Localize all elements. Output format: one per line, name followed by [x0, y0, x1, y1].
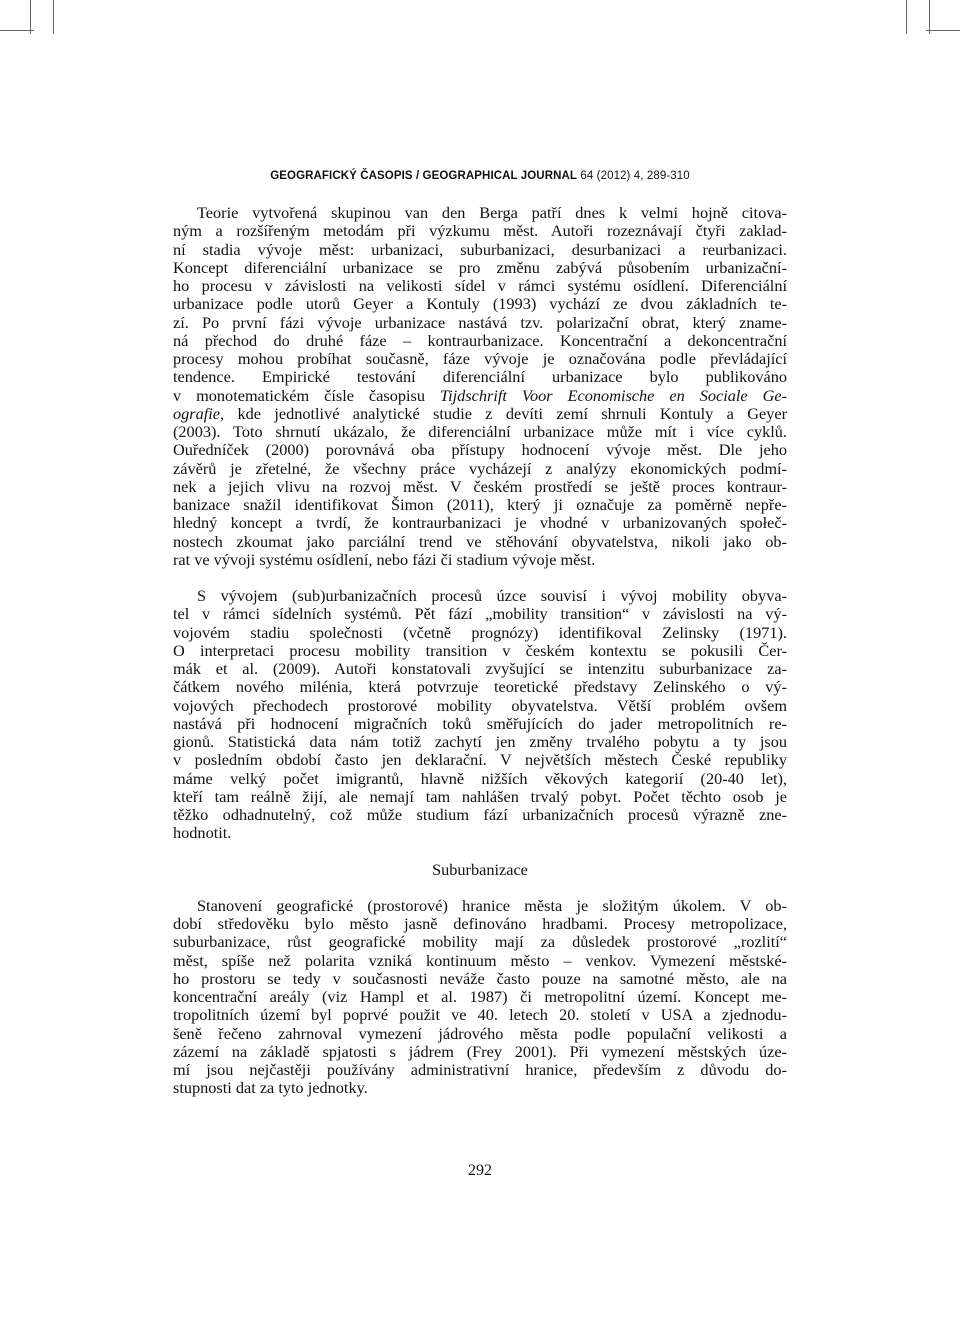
text-line: Teorie vytvořená skupinou van den Berga patří dnes k velmi hojně citova-: [197, 203, 787, 222]
text-line: procesy mohou probíhat současně, fáze vývoje je označována podle převládající: [173, 349, 787, 368]
text-line: urbanizace podle utorů Geyer a Kontuly (1993) vychází ze dvou základních te-: [173, 294, 787, 314]
text-line: kteří tam reálně žijí, ale nemají tam nahlášen trvalý pobyt. Počet těchto osob je: [173, 786, 787, 806]
text-line: ná přechod do druhé fáze – kontraurbanizace. Koncentrační a dekoncentrační: [173, 330, 787, 350]
text-line: těžko odhadnutelný, což může studium fází urbanizačních procesů výrazně zne-: [173, 805, 787, 824]
text-line: nastává při hodnocení migračních toků směřujících do jader metropolitních re-: [173, 713, 787, 733]
page-number: 292: [468, 1162, 492, 1179]
crop-mark-top-right-vertical: [929, 0, 930, 34]
body-text: [173, 204, 787, 1098]
text-line: S vývojem (sub)urbanizačních procesů úzce souvisí i vývoj mobility obyva-: [197, 586, 787, 605]
text-line: ným a rozšířeným metodám při výzkumu měst. Autoři rozeznávají čtyři zaklad-: [173, 221, 787, 241]
text-line: mák et al. (2009). Autoři konstatovali zvyšující se intenzitu suburbanizace za-: [173, 659, 787, 678]
paragraph-gap: [173, 569, 787, 587]
journal-name: GEOGRAFICKÝ ČASOPIS / GEOGRAPHICAL JOURNAL: [270, 170, 578, 182]
journal-issue: 64 (2012) 4, 289-310: [580, 170, 690, 182]
text-line: zí. Po první fázi vývoje urbanizace nastává tzv. polarizační obrat, který zname-: [173, 312, 787, 332]
text-line: ho prostoru se tedy v současnosti neváže často pouze na samotné město, ale na: [173, 968, 787, 988]
text-line: hledný koncept a tvrdí, že kontraurbanizaci je vhodné v urbanizovaných społeč-: [173, 513, 787, 533]
text-line: mí jsou nejčastěji používány administrativní hranice, především z důvodu do-: [173, 1060, 787, 1079]
text-line: Ouředníček (2000) porovnává oba přístupy hodnocení vývoje měst. Dle jeho: [173, 440, 787, 460]
text-line: vojovém stadiu společnosti (včetně prognózy) identifikoval Zelinsky (1971).: [173, 622, 787, 642]
text-line: Stanovení geografické (prostorové) hranice města je složitým úkolem. V ob-: [197, 895, 787, 915]
text-line: nostech zkoumat jako parciální trend ve stěhování obyvatelstva, nikoli jako ob-: [173, 531, 787, 551]
text-fragment: v monotematickém čísle časopisu: [173, 385, 440, 405]
text-line: rat ve vývoji systému osídlení, nebo fázi či stadium vývoje měst.: [173, 549, 596, 569]
text-line: měst, spíše než polarita vzniká kontinuum město – venkov. Vymezení městské-: [173, 950, 787, 970]
text-line: hodnotit.: [173, 823, 232, 843]
text-line: ho procesu v závislosti na velikosti sídel v rámci systému osídlení. Diferenciální: [173, 276, 787, 295]
journal-title-italic: ografie: [173, 403, 221, 423]
crop-mark-top-right-vertical-2: [906, 0, 907, 34]
text-line: tendence. Empirické testování diferenciální urbanizace bylo publikováno: [173, 367, 787, 387]
text-line: nek a jejich vlivu na rozvoj měst. V českém prostředí se ještě proces kontraur-: [173, 476, 787, 496]
text-line: Koncept diferenciální urbanizace se pro změnu zabývá působením urbanizační-: [173, 257, 787, 277]
text-line: banizace snažil identifikovat Šimon (2011), který ji označuje za poměrně nepře-: [173, 495, 787, 514]
text-line: koncentrační areály (viz Hampl et al. 1987) či metropolitní území. Koncept me-: [173, 987, 787, 1006]
text-line: vojových přechodech prostorové mobility obyvatelstva. Větší problém ovšem: [173, 695, 787, 715]
text-line: suburbanizace, růst geografické mobility mají za důsledek prostorové „rozlití“: [173, 932, 787, 952]
crop-mark-top-left-horizontal: [0, 30, 34, 31]
text-line: tel v rámci sídelních systémů. Pět fází „mobility transition“ v závislosti na vý-: [173, 604, 787, 624]
text-line: máme velký počet imigrantů, hlavně nižších věkových kategorií (20-40 let),: [173, 768, 787, 788]
text-line: dobí středověku bylo město jasně definováno hradbami. Procesy metropolizace,: [173, 914, 787, 933]
text-line: zázemí na základě spjatosti s jádrem (Frey 2001). Při vymezení městských úze-: [173, 1041, 787, 1061]
text-line: [173, 387, 787, 405]
text-line: závěrů je zřetelné, že všechny práce vycházejí z analýzy ekonomických podmí-: [173, 458, 787, 478]
text-line: gionů. Statistická data nám totiž zachytí jen změny trvalého pobytu a ty jsou: [173, 732, 787, 751]
section-heading: Suburbanizace: [432, 859, 528, 879]
crop-mark-top-left-vertical-2: [53, 0, 54, 34]
text-line: čátkem nového milénia, která potvrzuje teoretické představy Zelinského o vý-: [173, 677, 787, 697]
running-header: [0, 170, 960, 182]
text-fragment: , kde jednotlivé analytické studie z devíti zemí shrnuli Kontuly a Geyer: [220, 403, 787, 423]
text-line: [173, 405, 787, 423]
crop-mark-top-left-vertical: [30, 0, 31, 34]
text-line: tropolitních území byl poprvé použit ve 40. letech 20. století v USA a zjednodu-: [173, 1005, 787, 1025]
text-line: stupnosti dat za tyto jednotky.: [173, 1078, 368, 1098]
journal-title-italic: Tijdschrift Voor Economische en Sociale Ge-: [439, 385, 788, 405]
text-line: šeně řečeno zahrnoval vymezení jádrového města podle populační velikosti a: [173, 1023, 787, 1043]
text-line: ní stadia vývoje měst: urbanizaci, suburbanizaci, desurbanizaci a reurbanizaci.: [173, 239, 787, 259]
text-line: v posledním období často jen deklarační. V největších městech České republiky: [173, 750, 787, 770]
text-line: (2003). Toto shrnutí ukázalo, že diferenciální urbanizace může mít i více cyklů.: [173, 422, 787, 441]
text-line: O interpretaci procesu mobility transition v českém kontextu se pokusili Čer-: [173, 640, 787, 660]
crop-mark-top-right-horizontal: [926, 30, 960, 31]
